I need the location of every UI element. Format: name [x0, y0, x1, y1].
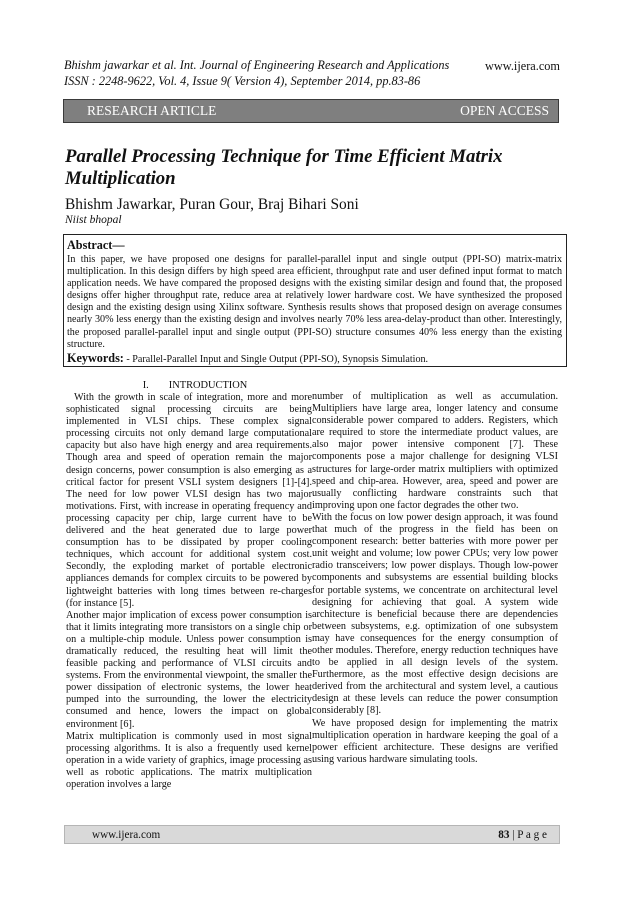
abstract-box	[63, 234, 567, 367]
abstract-text: In this paper, we have proposed one designs for parallel-parallel input and single output (PPI-SO) matrix-matrix multiplication. In this design differs by high speed area efficient, throughput rate and user defined input format to match application needs. We have compared the proposed designs with the existing similar design and found that, the proposed designs offer higher throughput rate, reduce area at relatively lower hardware cost. We have synthesized the proposed design and the existing design using Xilinx software. Synthesis results shows that proposed design on average consumes nearly 30% less energy than the existing design and involves nearly 70% less area-delay-product than other. Interestingly, the proposed parallel-parallel input and single output (PPI-SO) structure consumes 40% less energy than the existing structure.	[67, 254, 562, 350]
footer-website[interactable]: www.ijera.com	[92, 828, 161, 841]
keywords	[67, 352, 562, 366]
abstract-heading: Abstract—	[67, 238, 125, 252]
paper-title: Parallel Processing Technique for Time Efficient Matrix Multiplication	[65, 146, 503, 189]
page-footer	[64, 825, 560, 844]
section-number: I.	[142, 380, 149, 391]
article-type-banner	[63, 99, 559, 123]
keywords-text: - Parallel-Parallel Input and Single Output (PPI-SO), Synopsis Simulation.	[123, 353, 429, 365]
author-affiliation: Niist bhopal	[65, 214, 122, 226]
journal-website[interactable]: www.ijera.com	[484, 59, 560, 73]
page-suffix: | P a g e	[509, 828, 547, 841]
paragraph: Another major implication of excess power consumption is that it limits integrating more transistors on a single chip or on a multiple-chip module. Unless power consumption is dramatically reduced, the resulting heat will limit the feasible packing and performance of VLSI circuits and systems. From the environmental viewpoint, the smaller the power dissipation of electronic systems, the lower heat pumped into the surrounding, the lower the electricity consumed and hence, lowers the impact on global environment [6].	[66, 609, 312, 730]
paragraph: With the focus on low power design approach, it was found that much of the progress in the field has been on component research: better batteries with more power per unit weight and volume; low power CPUs; very low power radio transceivers; low power displays. Though low-power components and subsystems are essential building blocks for portable systems, we concentrate on architectural level designing for achieving that goal. A system wide architecture is beneficial because there are dependencies between subsystems, e.g. optimization of one subsystem may have consequences for the energy consumption of other modules. Therefore, energy reduction techniques have to be applied in all design levels of the system. Furthermore, as the most effective design decisions are derived from the architectural and system level, a cautious design at these levels can reduce the power consumption considerably [8].	[312, 511, 558, 717]
page-number: 83	[498, 828, 510, 841]
paragraph: number of multiplication as well as accumulation. Multipliers have large area, longer latency and consume considerable power compared to adders. Registers, which are required to store the intermediate product values, are also major power intensive component [7]. These components pose a major challenge for designing VLSI structures for large-order matrix multipliers with optimized speed and chip-area. However, area, speed and power are usually conflicting hardware constraints such that improving upon one factor degrades the other two.	[312, 391, 558, 511]
paragraph: We have proposed design for implementing the matrix multiplication operation in hardware keeping the goal of a power efficient architecture. These designs are verified using various hardware simulating tools.	[312, 717, 558, 765]
paper-authors: Bhishm Jawarkar, Puran Gour, Braj Bihari Soni	[65, 196, 359, 213]
page-number-label	[498, 829, 547, 841]
citation-header	[64, 57, 484, 89]
open-access-label: OPEN ACCESS	[460, 103, 549, 118]
right-column	[312, 391, 558, 766]
section-title-rest: NTRODUCTION	[172, 380, 248, 391]
paragraph: Matrix multiplication is commonly used in most signal processing algorithms. It is also a frequently used kernel operation in a wide variety of graphics, image processing as well as robotic applications. The matrix multiplication operation involves a large	[66, 730, 312, 790]
paragraph: With the growth in scale of integration, more and more sophisticated signal processing circuits are being implemented in VLSI chips. These complex signal processing circuits not only demand large computational capacity but also have high energy and area requirements. Though area and speed of operation remain the major design concerns, power consumption is also emerging as a critical factor for present VSLI system designers [1]-[4]. The need for low power VLSI design has two major motivations. First, with increase in operating frequency and processing capacity per chip, large current have to be delivered and the heat generated due to large power consumption has to be dissipated by proper cooling techniques, which account for additional system cost. Secondly, the exploding market of portable electronic appliances demands for complex circuits to be powered by lightweight batteries with long times between re-charges (for instance [5].	[66, 392, 312, 609]
left-column	[66, 380, 312, 791]
section-title-initial: I	[168, 380, 173, 391]
section-heading	[66, 380, 312, 392]
citation-line-1: Bhishm jawarkar et al. Int. Journal of Engineering Research and Applications	[64, 58, 450, 72]
citation-line-2: ISSN : 2248-9622, Vol. 4, Issue 9( Version 4), September 2014, pp.83-86	[64, 74, 421, 88]
research-article-label: RESEARCH ARTICLE	[87, 103, 217, 118]
keywords-label: Keywords:	[67, 350, 124, 365]
